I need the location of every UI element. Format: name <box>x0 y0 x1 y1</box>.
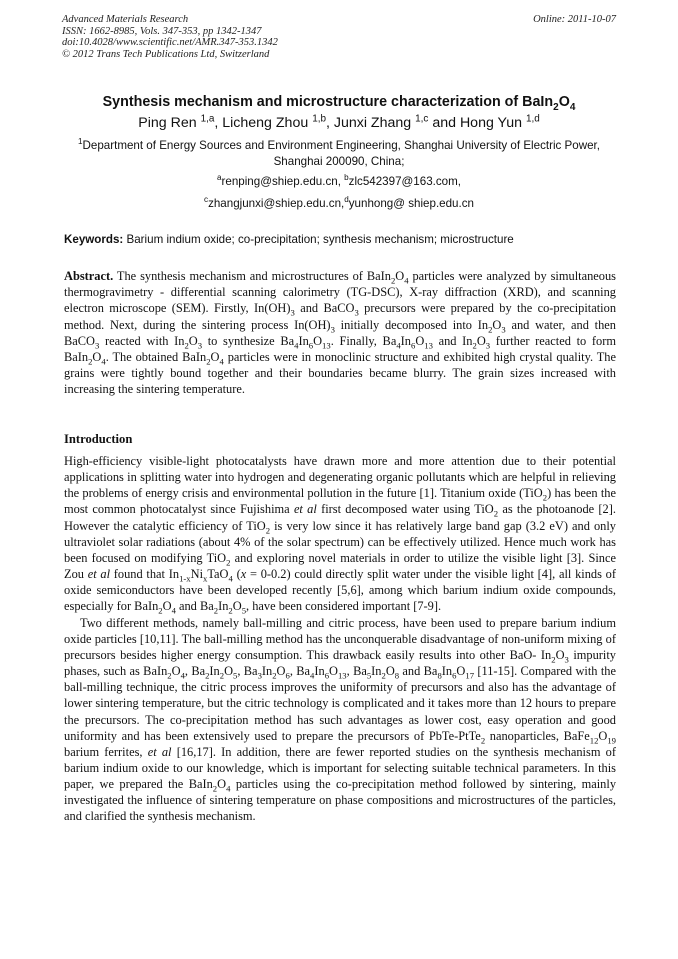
author-name: Licheng Zhou <box>222 115 309 131</box>
issn-line: ISSN: 1662-8985, Vols. 347-353, pp 1342-1347 <box>62 25 262 37</box>
keywords-label: Keywords: <box>64 233 124 246</box>
paragraph: Two different methods, namely ball-milling and citric process, have been used to prepare barium indium oxide particles [10,11]. The ball-milling method has the unconquerable disadvantage of non-uniform mixing of precursors besides higher energy consumption. This drawback easily results into other BaO- $In_2O_3$ impurity phases, such as $BaIn_2O_4$, $Ba_2In_2O_5$, $Ba_3In_2O_6$, $Ba_4In_6O_{13}$, $Ba_5In_2O_8$ and $Ba_8In_6O_{17}$ [11-15]. Compared with the ball-milling technique, the citric process improves the uniformity of precursors and also has the advantage of lower sintering temperature, but the citric technology is complicated and it takes more than 12 hours to prepare the precursors. The co-precipitation method has such advantages as lower cost, easy operation and good uniformity and has been extensively used to prepare the precursors of PbTe-PtTe$_2$ nanoparticles, $BaFe_{12}O_{19}$ barium ferrites, et al [16,17]. In addition, there are fewer reported studies on the synthesis mechanism of barium indium oxide to our knowledge, which is important for selecting suitable technical parameters. In this paper, we prepared the $BaIn_2O_4$ particles using the co-precipitation method followed by sintering, mainly investigated the influence of sintering temperature on phase compositions and microstructures of the particles, and clarified the synthesis mechanism. <box>64 615 617 824</box>
affiliation: $^1$Department of Energy Sources and Environment Engineering, Shanghai University of Electric Power, Shanghai 200090, China; <box>78 137 600 168</box>
paper-title: Synthesis mechanism and microstructure characterization of $BaIn_2O_4$ <box>102 94 576 113</box>
email-line-1: $^a$renping@shiep.edu.cn, $^b$zlc542397@163.com, <box>217 173 461 188</box>
keywords: Keywords: Barium indium oxide; co-precipitation; synthesis mechanism; microstructure <box>64 233 514 246</box>
author-name: Junxi Zhang <box>333 115 412 131</box>
introduction-body <box>64 453 616 825</box>
paragraph: High-efficiency visible-light photocatalysts have drawn more and more attention due to their potential applications in splitting water into hydrogen and degenerating organic pollutants which are helpful in relieving the problems of energy crisis and environmental pollution in the future [1]. Titanium oxide (TiO$_2$) has been the most common photocatalyst since Fujishima et al first decomposed water using TiO$_2$ as the photoanode [2]. However the catalytic efficiency of TiO$_2$ is very low since it has relatively large band gap (3.2 eV) and only ultraviolet solar radiations (about 4% of the solar spectrum) can be effectively utilized. Hence much work has been focused on modifying TiO$_2$ and exploring novel materials in order to utilize the visible light [3]. Since Zou et al found that $In_{1-x}Ni_xTaO_4$ (x = 0-0.2) could directly split water under the visible light [4], all kinds of oxide semiconductors have been developed recently [5,6], among which barium indium oxide compounds, especially for $BaIn_2O_4$ and $Ba_2In_2O_5$, have been considered important [7-9]. <box>64 454 616 616</box>
journal-name: Advanced Materials Research <box>62 14 189 25</box>
abstract-label: Abstract. <box>64 269 114 283</box>
author-name: Hong Yun <box>459 115 522 131</box>
journal-header <box>62 14 616 60</box>
email-line-2: $^c$zhangjunxi@shiep.edu.cn,$^d$yunhong@ shiep.edu.cn <box>204 195 474 210</box>
author-name: Ping Ren <box>138 115 197 131</box>
online-date: Online: 2011-10-07 <box>533 14 616 25</box>
copyright-line: © 2012 Trans Tech Publications Ltd, Switzerland <box>62 48 270 60</box>
abstract: Abstract. The synthesis mechanism and microstructures of $BaIn_2O_4$ particles were analyzed by simultaneous thermogravimetry - differential scanning calorimetry (TG-DSC), X-ray diffraction (XRD), and scanning electron microscope (SEM). Firstly, $In(OH)_3$ and BaCO$_3$ precursors were prepared by the co-precipitation method. Next, during the sintering process $In(OH)_3$ initially decomposed into $In_2O_3$ and water, and then BaCO$_3$ reacted with $In_2O_3$ to synthesize $Ba_4In_6O_{13}$. Finally, $Ba_4In_6O_{13}$ and $In_2O_3$ further reacted to form $BaIn_2O_4$. The obtained $BaIn_2O_4$ particles were in monoclinic structure and exhibited high crystal quality. The grains were tightly bound together and their boundaries became blurry. The grain sizes increased with increasing the sintering temperature. <box>64 269 617 397</box>
doi-line: doi:10.4028/www.scientific.net/AMR.347-353.1342 <box>62 37 278 48</box>
author-list: Ping Ren $^{1,a}$, Licheng Zhou $^{1,b}$, Junxi Zhang $^{1,c}$ and Hong Yun $^{1,d}$ <box>138 113 540 131</box>
section-heading-introduction: Introduction <box>64 432 133 446</box>
